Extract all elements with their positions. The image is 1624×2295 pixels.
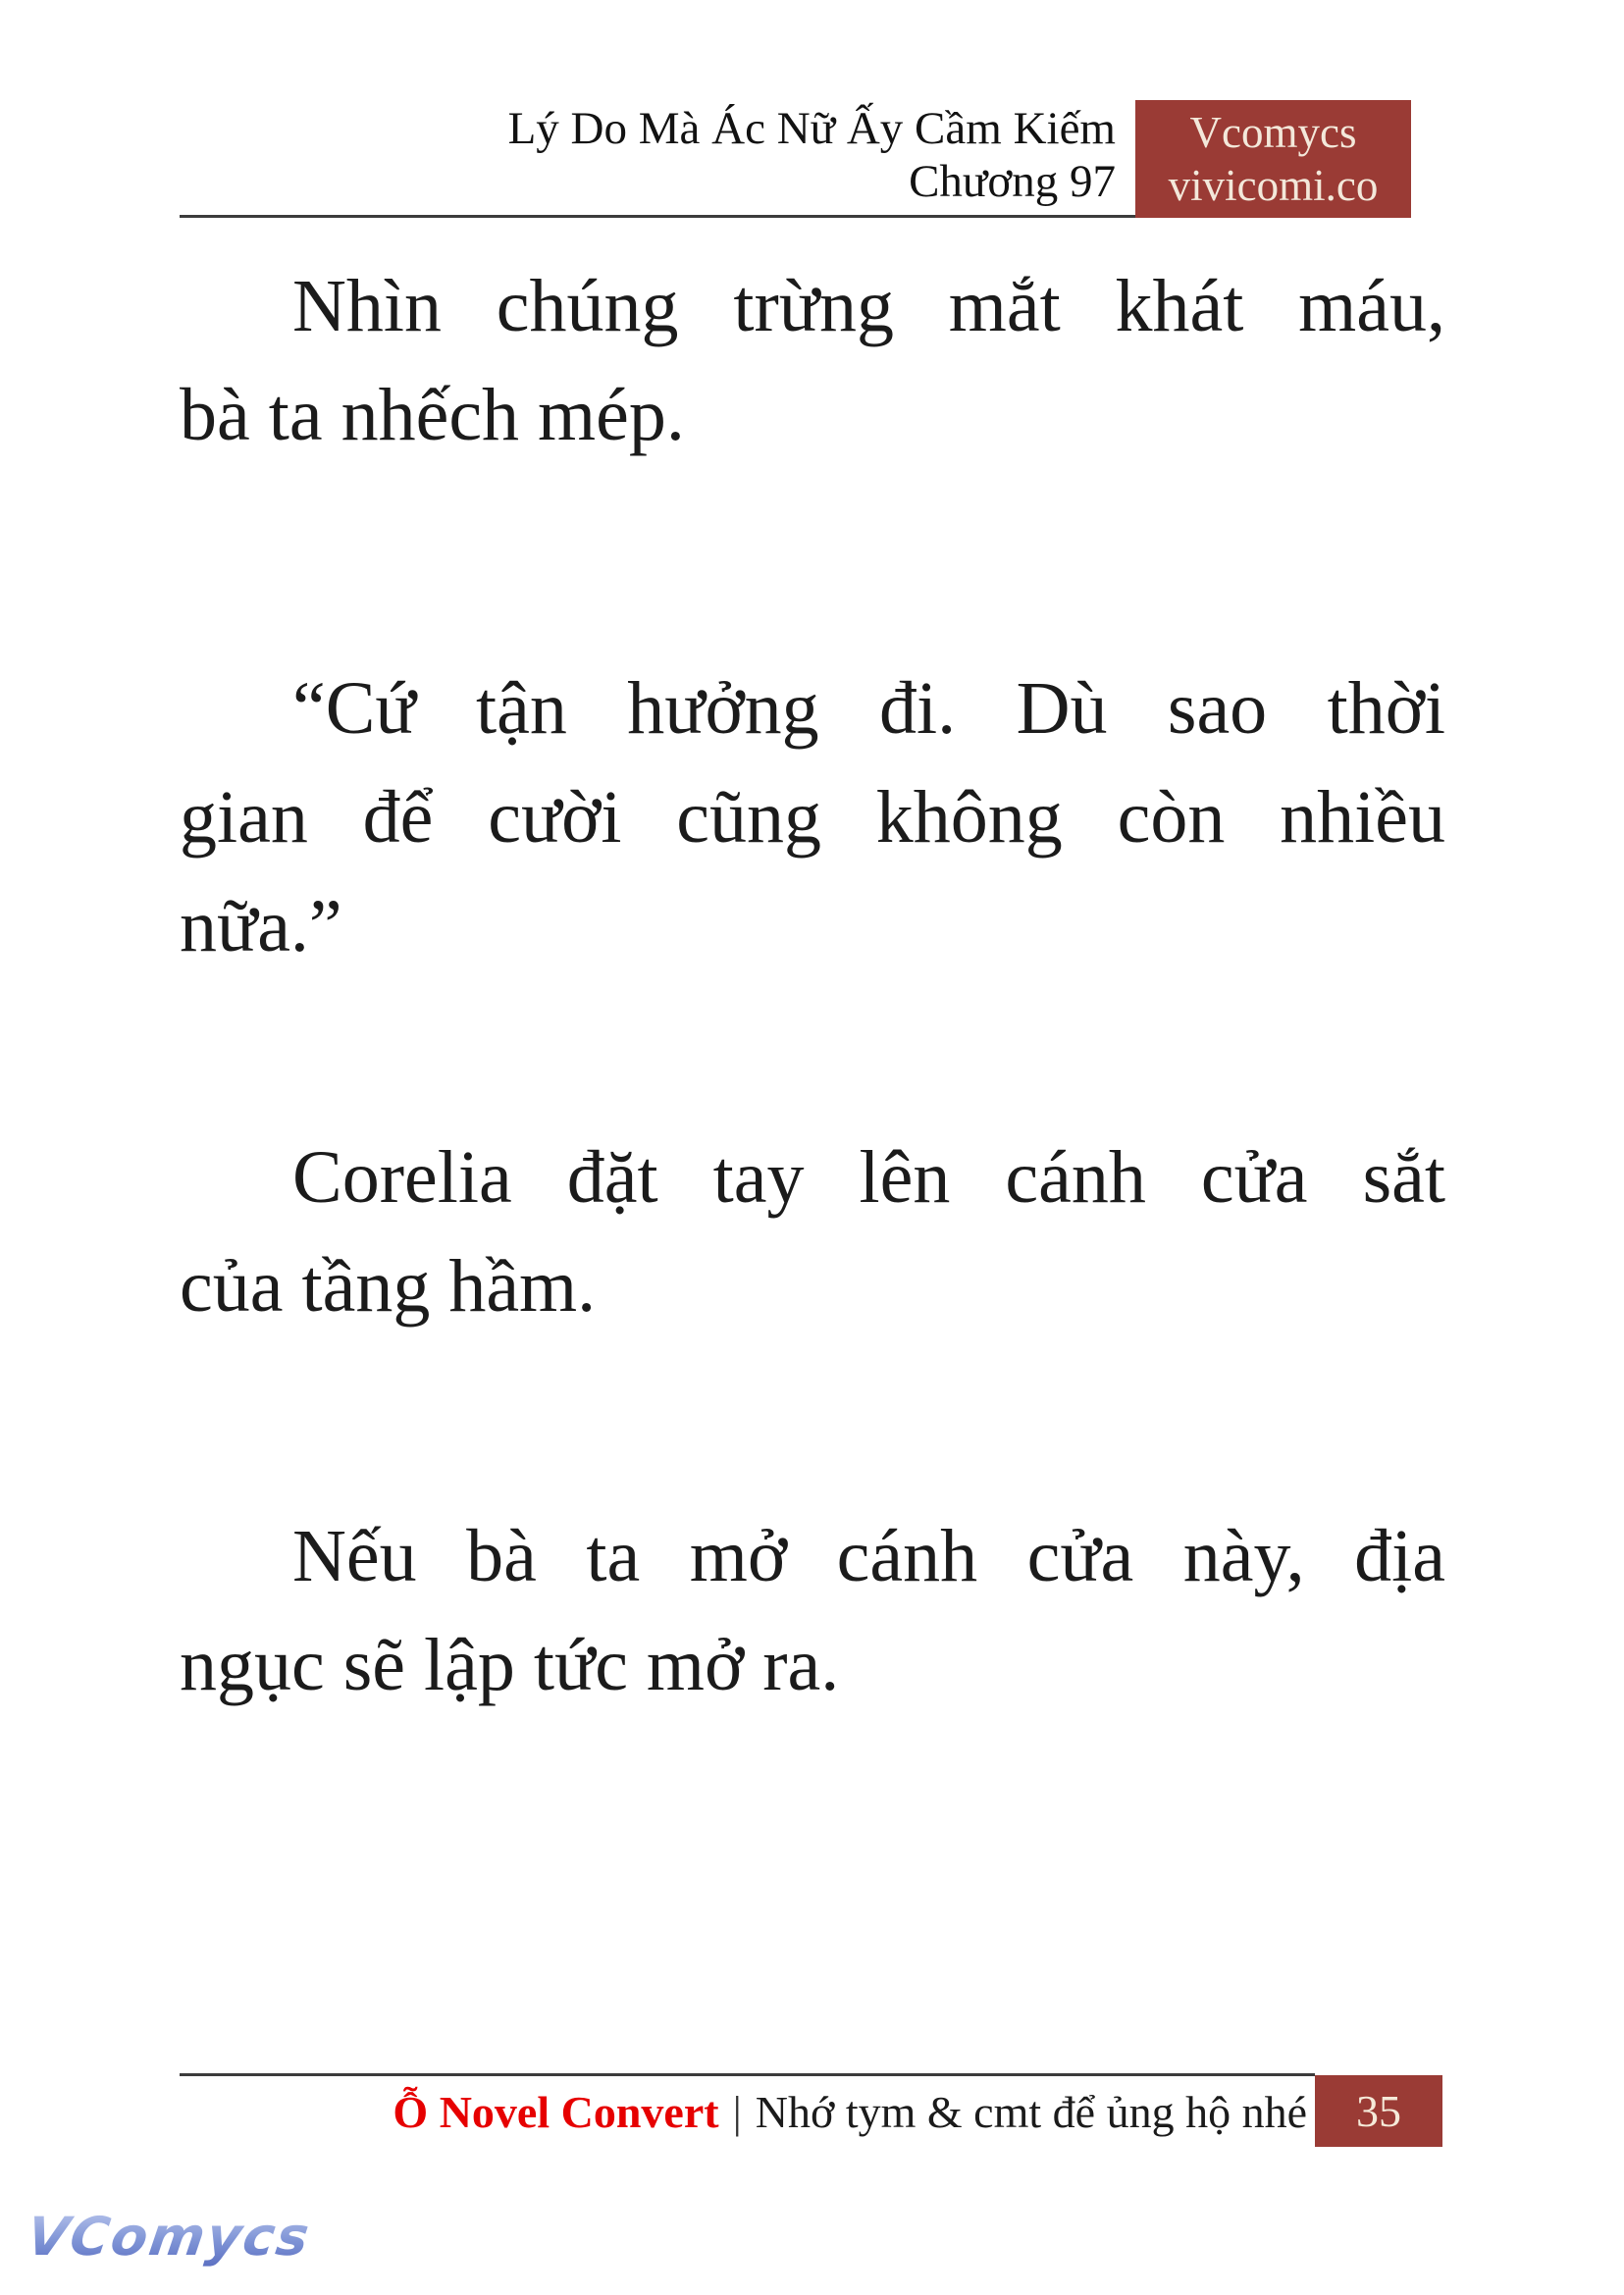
paragraph — [180, 252, 1445, 470]
text-line: của tầng hầm. — [180, 1245, 597, 1328]
paragraph — [180, 1123, 1445, 1341]
text-line: Nhìn chúng trừng mắt khát máu, — [292, 265, 1445, 347]
footer-separator: | — [732, 2087, 742, 2137]
footer-note: Nhớ tym & cmt để ủng hộ nhé — [755, 2087, 1307, 2137]
header-title-block — [508, 102, 1116, 208]
publisher-site: vivicomi.co — [1168, 161, 1379, 210]
footer-credit — [393, 2084, 1307, 2141]
text-line: bà ta nhếch mép. — [180, 374, 685, 456]
text-line: ngục sẽ lập tức mở ra. — [180, 1624, 840, 1706]
text-line: Corelia đặt tay lên cánh cửa sắt — [292, 1136, 1445, 1219]
vcomycs-watermark-logo: VComycs — [23, 2206, 315, 2268]
publisher-badge — [1135, 100, 1411, 218]
text-line: nữa.” — [180, 885, 342, 967]
footer-divider — [180, 2073, 1315, 2076]
text-line: gian để cười cũng không còn nhiều — [180, 776, 1445, 859]
page-number: 35 — [1356, 2086, 1401, 2136]
book-title: Lý Do Mà Ác Nữ Ấy Cầm Kiếm — [507, 103, 1116, 154]
chapter-label: Chương 97 — [909, 156, 1116, 207]
story-text — [180, 252, 1445, 1720]
text-line: “Cứ tận hưởng đi. Dù sao thời — [292, 667, 1445, 750]
paragraph — [180, 654, 1445, 981]
publisher-name: Vcomycs — [1189, 108, 1357, 157]
text-line: Nếu bà ta mở cánh cửa này, địa — [292, 1515, 1445, 1597]
paragraph — [180, 1502, 1445, 1720]
page-number-badge — [1315, 2075, 1442, 2147]
converter-brand: Ỗ Novel Convert — [393, 2087, 719, 2137]
